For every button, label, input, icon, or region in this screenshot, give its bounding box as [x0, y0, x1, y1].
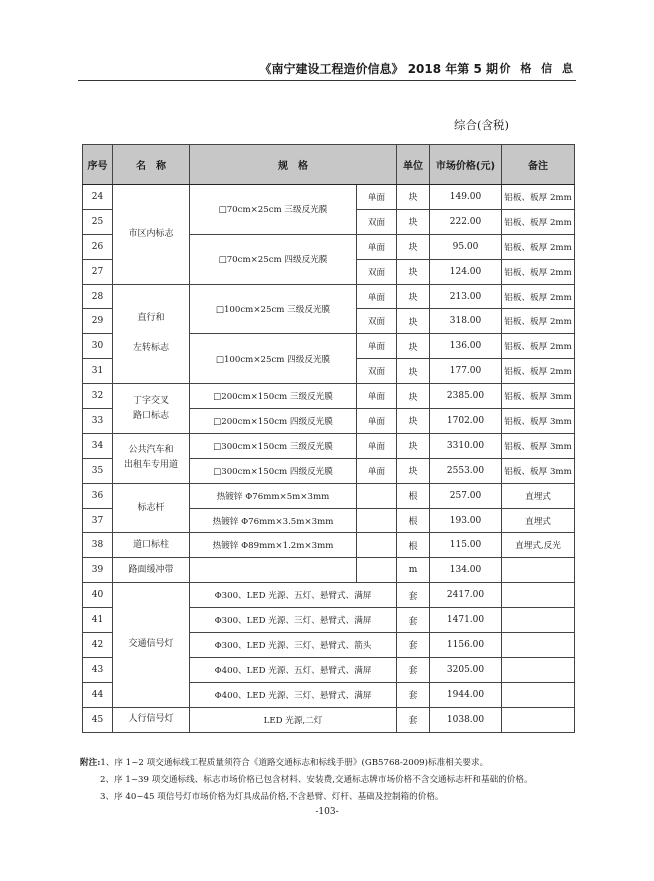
item-side: 双面 [357, 359, 397, 384]
item-unit: 块 [397, 185, 430, 210]
item-side: 单面 [357, 433, 397, 458]
item-price: 1156.00 [430, 633, 502, 658]
item-spec: □200cm×150cm 三级反光膜 [190, 384, 357, 409]
row-no: 27 [83, 259, 113, 284]
row-no: 25 [83, 209, 113, 234]
item-unit: 套 [397, 633, 430, 658]
row-no: 36 [83, 483, 113, 508]
footnotes [80, 755, 533, 806]
item-spec: Φ300、LED 光源、三灯、悬臂式、箭头 [190, 633, 397, 658]
item-spec: □200cm×150cm 四级反光膜 [190, 409, 357, 434]
item-side: 双面 [357, 309, 397, 334]
item-side: 单面 [357, 384, 397, 409]
item-price: 3205.00 [430, 657, 502, 682]
row-no: 28 [83, 284, 113, 309]
row-no: 29 [83, 309, 113, 334]
page-number: -103- [315, 807, 339, 817]
item-name: 市区内标志 [113, 185, 190, 285]
item-spec: □300cm×150cm 三级反光膜 [190, 433, 357, 458]
item-price: 222.00 [430, 209, 502, 234]
item-remark [502, 707, 575, 732]
item-unit: 块 [397, 433, 430, 458]
item-unit: 套 [397, 682, 430, 707]
row-no: 42 [83, 633, 113, 658]
row-no: 39 [83, 558, 113, 583]
footnote-1-text: 1、序 1~2 项交通标线工程质量须符合《道路交通标志和标线手册》(GB5768-2009)标准相关要求。 [100, 758, 489, 768]
item-remark: 铝板、板厚 2mm [502, 234, 575, 259]
item-spec: □70cm×25cm 三级反光膜 [190, 185, 357, 235]
page-header [78, 60, 576, 81]
item-price: 1471.00 [430, 608, 502, 633]
item-name: 公共汽车和 出租车专用道 [113, 433, 190, 483]
item-spec: □70cm×25cm 四级反光膜 [190, 234, 357, 284]
col-header-name: 名 称 [113, 145, 190, 185]
item-remark [502, 657, 575, 682]
item-unit: 块 [397, 309, 430, 334]
row-no: 34 [83, 433, 113, 458]
item-unit: 块 [397, 259, 430, 284]
col-header-remark: 备注 [502, 145, 575, 185]
item-remark [502, 682, 575, 707]
item-price: 134.00 [430, 558, 502, 583]
item-unit: 套 [397, 657, 430, 682]
row-no: 26 [83, 234, 113, 259]
item-remark [502, 608, 575, 633]
item-side: 单面 [357, 234, 397, 259]
item-remark: 铝板、板厚 2mm [502, 185, 575, 210]
item-side [357, 483, 397, 508]
item-spec: 热镀锌 Φ76mm×3.5m×3mm [190, 508, 357, 533]
table-row [83, 583, 575, 608]
item-remark: 铝板、板厚 2mm [502, 334, 575, 359]
footnote-label: 附注: [80, 758, 101, 768]
item-side [357, 533, 397, 558]
col-header-no: 序号 [83, 145, 113, 185]
item-spec: Φ300、LED 光源、五灯、悬臂式、满屏 [190, 583, 397, 608]
item-spec: 热镀锌 Φ89mm×1.2m×3mm [190, 533, 357, 558]
item-side: 单面 [357, 409, 397, 434]
item-side [357, 558, 397, 583]
footnote-3: 3、序 40~45 项信号灯市场价格为灯具成品价格,不含悬臂、灯杆、基础及控制箱的价格。 [100, 792, 444, 802]
item-unit: 套 [397, 608, 430, 633]
publication-title: 《南宁建设工程造价信息》 2018 年第 5 期 [259, 62, 498, 76]
table-header-row [83, 145, 575, 185]
row-no: 41 [83, 608, 113, 633]
item-name: 丁字交叉 路口标志 [113, 384, 190, 434]
item-unit: 块 [397, 209, 430, 234]
item-remark: 铝板、板厚 3mm [502, 409, 575, 434]
item-price: 318.00 [430, 309, 502, 334]
col-header-spec: 规 格 [190, 145, 397, 185]
item-price: 2417.00 [430, 583, 502, 608]
item-unit: 块 [397, 458, 430, 483]
item-price: 1038.00 [430, 707, 502, 732]
item-price: 1702.00 [430, 409, 502, 434]
item-side: 双面 [357, 209, 397, 234]
item-name: 人行信号灯 [113, 707, 190, 732]
item-side: 单面 [357, 284, 397, 309]
row-no: 43 [83, 657, 113, 682]
item-side: 单面 [357, 334, 397, 359]
item-side: 单面 [357, 185, 397, 210]
item-unit: 套 [397, 583, 430, 608]
item-price: 3310.00 [430, 433, 502, 458]
item-remark: 直埋式 [502, 508, 575, 533]
row-no: 24 [83, 185, 113, 210]
item-unit: 块 [397, 384, 430, 409]
item-price: 124.00 [430, 259, 502, 284]
item-unit: 根 [397, 508, 430, 533]
item-side [357, 508, 397, 533]
col-header-unit: 单位 [397, 145, 430, 185]
item-unit: 块 [397, 284, 430, 309]
item-name: 交通信号灯 [113, 583, 190, 707]
row-no: 38 [83, 533, 113, 558]
item-remark: 铝板、板厚 2mm [502, 284, 575, 309]
item-unit: m [397, 558, 430, 583]
item-spec: Φ400、LED 光源、三灯、悬臂式、满屏 [190, 682, 397, 707]
item-spec: LED 光源,二灯 [190, 707, 397, 732]
section-title: 价 格 信 息 [499, 62, 576, 75]
item-price: 149.00 [430, 185, 502, 210]
row-no: 33 [83, 409, 113, 434]
item-name: 路面缓冲带 [113, 558, 190, 583]
table-row [83, 284, 575, 309]
tax-note: 综合(含税) [454, 118, 509, 132]
item-unit: 块 [397, 409, 430, 434]
item-remark: 铝板、板厚 2mm [502, 309, 575, 334]
table-row [83, 433, 575, 458]
item-spec: □300cm×150cm 四级反光膜 [190, 458, 357, 483]
item-price: 2385.00 [430, 384, 502, 409]
item-price: 177.00 [430, 359, 502, 384]
item-remark: 直埋式 [502, 483, 575, 508]
row-no: 44 [83, 682, 113, 707]
item-remark: 直埋式,反光 [502, 533, 575, 558]
price-table [82, 144, 575, 733]
item-price: 193.00 [430, 508, 502, 533]
item-spec: Φ300、LED 光源、三灯、悬臂式、满屏 [190, 608, 397, 633]
row-no: 31 [83, 359, 113, 384]
row-no: 30 [83, 334, 113, 359]
item-name: 标志杆 [113, 483, 190, 533]
table-row [83, 185, 575, 210]
item-spec: Φ400、LED 光源、五灯、悬臂式、满屏 [190, 657, 397, 682]
footnote-2: 2、序 1~39 项交通标线、标志市场价格已包含材料、安装费,交通标志牌市场价格不含交通标志杆和基础的价格。 [100, 775, 533, 785]
item-price: 213.00 [430, 284, 502, 309]
row-no: 40 [83, 583, 113, 608]
col-header-price: 市场价格(元) [430, 145, 502, 185]
table-row [83, 558, 575, 583]
item-price: 257.00 [430, 483, 502, 508]
item-price: 1944.00 [430, 682, 502, 707]
item-remark: 铝板、板厚 3mm [502, 433, 575, 458]
item-remark: 铝板、板厚 3mm [502, 384, 575, 409]
item-remark [502, 558, 575, 583]
item-unit: 块 [397, 234, 430, 259]
item-spec: □100cm×25cm 三级反光膜 [190, 284, 357, 334]
item-unit: 块 [397, 334, 430, 359]
table-row [83, 483, 575, 508]
row-no: 45 [83, 707, 113, 732]
row-no: 32 [83, 384, 113, 409]
item-spec [190, 558, 357, 583]
table-row [83, 384, 575, 409]
item-spec: 热镀锌 Φ76mm×5m×3mm [190, 483, 357, 508]
item-remark: 铝板、板厚 3mm [502, 458, 575, 483]
item-remark: 铝板、板厚 2mm [502, 359, 575, 384]
item-spec: □100cm×25cm 四级反光膜 [190, 334, 357, 384]
item-remark: 铝板、板厚 2mm [502, 209, 575, 234]
item-name: 直行和 左转标志 [113, 284, 190, 384]
item-remark [502, 583, 575, 608]
item-unit: 套 [397, 707, 430, 732]
item-name: 道口标柱 [113, 533, 190, 558]
item-price: 95.00 [430, 234, 502, 259]
item-unit: 根 [397, 483, 430, 508]
item-remark: 铝板、板厚 2mm [502, 259, 575, 284]
table-row [83, 533, 575, 558]
table-row [83, 707, 575, 732]
item-side: 双面 [357, 259, 397, 284]
item-price: 136.00 [430, 334, 502, 359]
item-price: 115.00 [430, 533, 502, 558]
item-unit: 块 [397, 359, 430, 384]
item-side: 单面 [357, 458, 397, 483]
item-unit: 根 [397, 533, 430, 558]
item-price: 2553.00 [430, 458, 502, 483]
row-no: 35 [83, 458, 113, 483]
footnote-1 [80, 755, 533, 772]
row-no: 37 [83, 508, 113, 533]
item-remark [502, 633, 575, 658]
